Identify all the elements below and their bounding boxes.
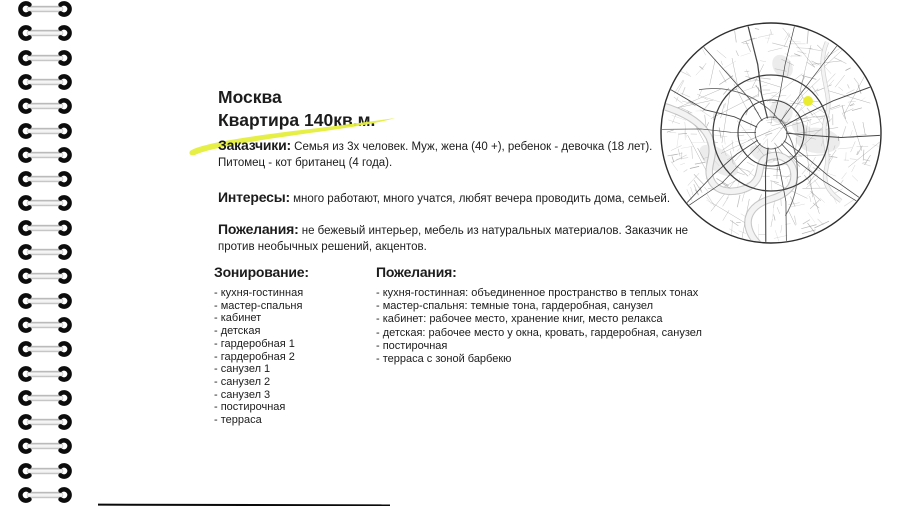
interests-label: Интересы:	[218, 189, 290, 205]
room-wishes-column	[376, 264, 706, 366]
room-wish-item: - кухня-гостинная: объединенное пространство в теплых тонах	[376, 287, 699, 299]
spiral-ring	[18, 341, 72, 357]
spiral-ring	[18, 171, 72, 187]
location-marker-dot	[803, 96, 813, 106]
zoning-item: - санузел 3	[214, 388, 271, 401]
spiral-ring	[18, 268, 72, 284]
spiral-binding	[18, 1, 72, 506]
zoning-column	[214, 264, 364, 427]
spiral-ring	[18, 438, 72, 454]
spiral-ring	[18, 74, 72, 90]
moscow-map-image	[654, 16, 890, 252]
room-wish-item: - кабинет: рабочее место, хранение книг, место релакса	[376, 313, 663, 326]
spiral-ring	[18, 390, 72, 406]
interests-text: много работают, много учатся, любят вечера проводить дома, семьей.	[293, 193, 671, 205]
spiral-ring	[18, 317, 72, 333]
zoning-item: - гардеробная 2	[214, 350, 295, 363]
zoning-item: - санузел 2	[214, 375, 271, 388]
spiral-ring	[18, 293, 72, 309]
spiral-ring	[18, 1, 72, 17]
zoning-item: - детская	[214, 325, 261, 338]
wishes-paragraph	[218, 222, 690, 255]
wishes-text: не бежевый интерьер, мебель из натуральных материалов. Заказчик не против необычных решений, акцентов.	[218, 225, 689, 253]
spiral-ring	[18, 147, 72, 163]
zoning-item: - терраса	[214, 414, 262, 427]
moscow-map-svg	[654, 16, 890, 252]
zoning-item: - кухня-гостинная	[214, 287, 304, 299]
room-wish-item: - терраса с зоной барбекю	[376, 353, 512, 366]
spiral-ring	[18, 25, 72, 41]
clients-label: Заказчики:	[218, 137, 291, 153]
page-title-city: Москва	[218, 87, 282, 107]
spiral-ring	[18, 366, 72, 382]
spiral-ring	[18, 487, 72, 503]
spiral-ring	[18, 244, 72, 260]
zoning-item: - постирочная	[214, 401, 286, 414]
zoning-header: Зонирование:	[214, 264, 309, 280]
zoning-item: - санузел 1	[214, 363, 271, 376]
room-wish-item: - детская: рабочее место у окна, кровать, гардеробная, санузел	[376, 326, 702, 339]
spiral-ring	[18, 414, 72, 430]
zoning-item: - кабинет	[214, 312, 262, 325]
room-wish-item: - постирочная	[376, 339, 448, 352]
spiral-ring	[18, 98, 72, 114]
room-wish-item: - мастер-спальня: темные тона, гардеробная, санузел	[376, 300, 654, 313]
spiral-ring	[18, 50, 72, 66]
interests-paragraph	[218, 190, 690, 208]
wishes-label: Пожелания:	[218, 221, 299, 237]
spiral-ring	[18, 195, 72, 211]
clients-paragraph	[218, 138, 690, 171]
spiral-ring	[18, 123, 72, 139]
zoning-item: - гардеробная 1	[214, 337, 295, 350]
room-wishes-header: Пожелания:	[376, 264, 457, 280]
clients-text: Семья из 3х человек. Муж, жена (40 +), ребенок - девочка (18 лет). Питомец - кот британец (4 года).	[218, 141, 653, 169]
zoning-item: - мастер-спальня	[214, 299, 303, 312]
spiral-ring	[18, 220, 72, 236]
spiral-ring	[18, 463, 72, 479]
page-title-apartment: Квартира 140кв.м.	[218, 110, 376, 130]
